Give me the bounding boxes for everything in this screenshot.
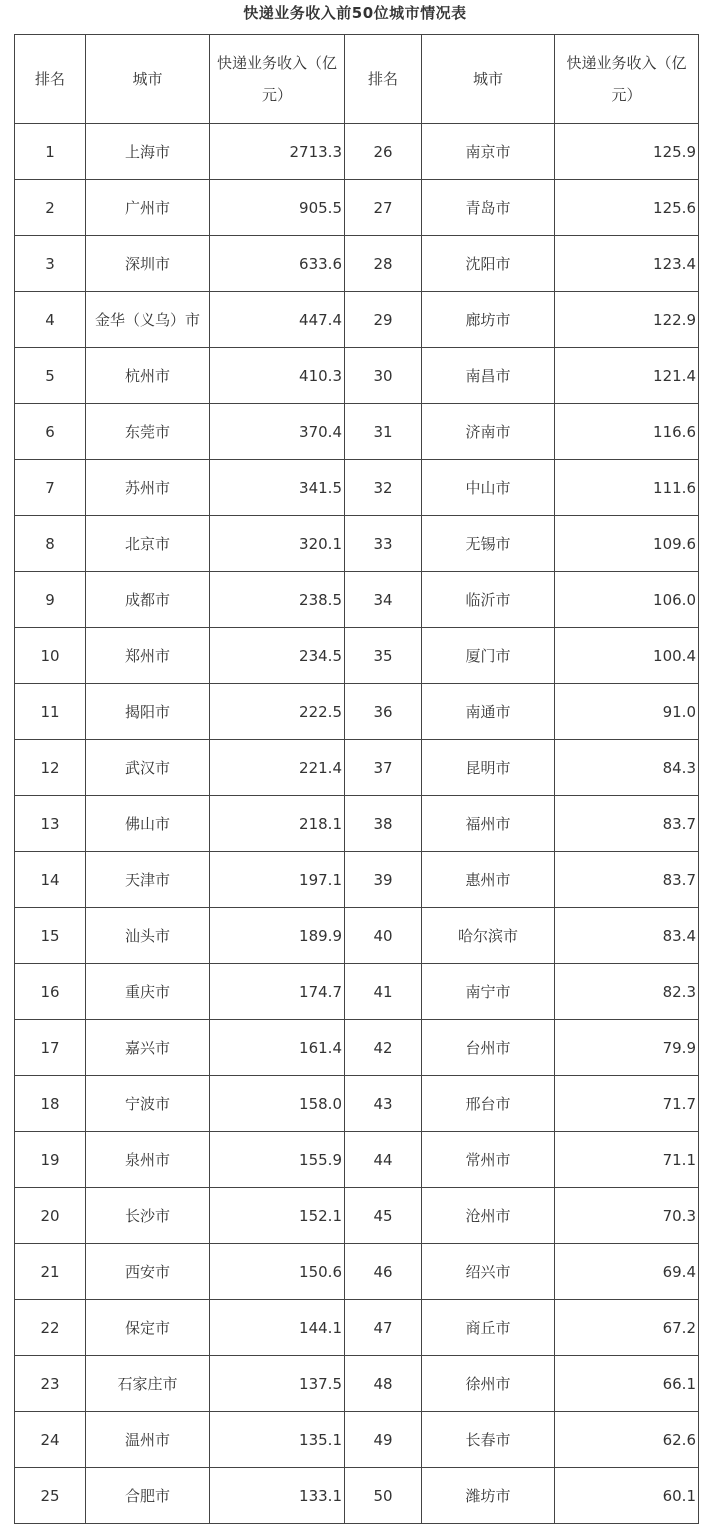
revenue-cell: 905.5 bbox=[210, 180, 345, 236]
table-row bbox=[15, 1132, 699, 1188]
revenue-cell: 83.7 bbox=[555, 852, 699, 908]
revenue-cell: 222.5 bbox=[210, 684, 345, 740]
rank-cell: 32 bbox=[345, 460, 422, 516]
revenue-cell: 116.6 bbox=[555, 404, 699, 460]
city-cell: 南通市 bbox=[422, 684, 555, 740]
revenue-cell: 62.6 bbox=[555, 1412, 699, 1468]
revenue-cell: 91.0 bbox=[555, 684, 699, 740]
revenue-cell: 69.4 bbox=[555, 1244, 699, 1300]
table-row bbox=[15, 964, 699, 1020]
rank-cell: 22 bbox=[15, 1300, 86, 1356]
city-cell: 哈尔滨市 bbox=[422, 908, 555, 964]
table-row bbox=[15, 124, 699, 180]
rank-cell: 2 bbox=[15, 180, 86, 236]
city-cell: 徐州市 bbox=[422, 1356, 555, 1412]
revenue-cell: 174.7 bbox=[210, 964, 345, 1020]
rank-cell: 9 bbox=[15, 572, 86, 628]
city-cell: 合肥市 bbox=[86, 1468, 210, 1524]
city-cell: 西安市 bbox=[86, 1244, 210, 1300]
revenue-cell: 152.1 bbox=[210, 1188, 345, 1244]
rank-cell: 12 bbox=[15, 740, 86, 796]
table-row bbox=[15, 404, 699, 460]
city-cell: 成都市 bbox=[86, 572, 210, 628]
city-cell: 临沂市 bbox=[422, 572, 555, 628]
rank-cell: 19 bbox=[15, 1132, 86, 1188]
city-cell: 天津市 bbox=[86, 852, 210, 908]
city-cell: 上海市 bbox=[86, 124, 210, 180]
city-cell: 长春市 bbox=[422, 1412, 555, 1468]
revenue-cell: 79.9 bbox=[555, 1020, 699, 1076]
city-cell: 泉州市 bbox=[86, 1132, 210, 1188]
revenue-cell: 341.5 bbox=[210, 460, 345, 516]
revenue-cell: 238.5 bbox=[210, 572, 345, 628]
revenue-cell: 150.6 bbox=[210, 1244, 345, 1300]
city-cell: 商丘市 bbox=[422, 1300, 555, 1356]
city-cell: 绍兴市 bbox=[422, 1244, 555, 1300]
city-cell: 济南市 bbox=[422, 404, 555, 460]
table-row bbox=[15, 236, 699, 292]
rank-cell: 30 bbox=[345, 348, 422, 404]
city-cell: 沈阳市 bbox=[422, 236, 555, 292]
table-row bbox=[15, 572, 699, 628]
rank-cell: 5 bbox=[15, 348, 86, 404]
city-cell: 金华（义乌）市 bbox=[86, 292, 210, 348]
header-revenue-left: 快递业务收入（亿元） bbox=[210, 35, 345, 124]
rank-cell: 4 bbox=[15, 292, 86, 348]
revenue-cell: 121.4 bbox=[555, 348, 699, 404]
table-row bbox=[15, 1300, 699, 1356]
revenue-cell: 144.1 bbox=[210, 1300, 345, 1356]
rank-cell: 11 bbox=[15, 684, 86, 740]
revenue-cell: 410.3 bbox=[210, 348, 345, 404]
city-cell: 青岛市 bbox=[422, 180, 555, 236]
city-cell: 中山市 bbox=[422, 460, 555, 516]
table-row bbox=[15, 516, 699, 572]
rank-cell: 48 bbox=[345, 1356, 422, 1412]
city-cell: 石家庄市 bbox=[86, 1356, 210, 1412]
rank-cell: 3 bbox=[15, 236, 86, 292]
table-row bbox=[15, 684, 699, 740]
table-row bbox=[15, 1244, 699, 1300]
revenue-cell: 60.1 bbox=[555, 1468, 699, 1524]
revenue-cell: 83.7 bbox=[555, 796, 699, 852]
revenue-cell: 633.6 bbox=[210, 236, 345, 292]
table-row bbox=[15, 1188, 699, 1244]
rank-cell: 50 bbox=[345, 1468, 422, 1524]
rank-cell: 45 bbox=[345, 1188, 422, 1244]
rank-cell: 31 bbox=[345, 404, 422, 460]
rank-cell: 40 bbox=[345, 908, 422, 964]
revenue-cell: 135.1 bbox=[210, 1412, 345, 1468]
header-rank-left: 排名 bbox=[15, 35, 86, 124]
revenue-cell: 125.6 bbox=[555, 180, 699, 236]
table-row bbox=[15, 852, 699, 908]
revenue-cell: 189.9 bbox=[210, 908, 345, 964]
revenue-cell: 133.1 bbox=[210, 1468, 345, 1524]
table-row bbox=[15, 292, 699, 348]
city-cell: 嘉兴市 bbox=[86, 1020, 210, 1076]
rank-cell: 15 bbox=[15, 908, 86, 964]
rank-cell: 46 bbox=[345, 1244, 422, 1300]
rank-cell: 39 bbox=[345, 852, 422, 908]
city-cell: 惠州市 bbox=[422, 852, 555, 908]
revenue-cell: 155.9 bbox=[210, 1132, 345, 1188]
rank-cell: 29 bbox=[345, 292, 422, 348]
rank-cell: 6 bbox=[15, 404, 86, 460]
rank-cell: 7 bbox=[15, 460, 86, 516]
city-cell: 南宁市 bbox=[422, 964, 555, 1020]
rank-cell: 34 bbox=[345, 572, 422, 628]
header-city-right: 城市 bbox=[422, 35, 555, 124]
revenue-cell: 161.4 bbox=[210, 1020, 345, 1076]
rank-cell: 16 bbox=[15, 964, 86, 1020]
rank-cell: 24 bbox=[15, 1412, 86, 1468]
rank-cell: 20 bbox=[15, 1188, 86, 1244]
city-cell: 汕头市 bbox=[86, 908, 210, 964]
table-row bbox=[15, 348, 699, 404]
rank-cell: 27 bbox=[345, 180, 422, 236]
city-cell: 宁波市 bbox=[86, 1076, 210, 1132]
city-cell: 厦门市 bbox=[422, 628, 555, 684]
city-cell: 潍坊市 bbox=[422, 1468, 555, 1524]
table-row bbox=[15, 1076, 699, 1132]
page-title: 快递业务收入前50位城市情况表 bbox=[243, 4, 467, 22]
table-row bbox=[15, 1356, 699, 1412]
rank-cell: 44 bbox=[345, 1132, 422, 1188]
table-row bbox=[15, 180, 699, 236]
revenue-cell: 221.4 bbox=[210, 740, 345, 796]
city-cell: 长沙市 bbox=[86, 1188, 210, 1244]
revenue-cell: 83.4 bbox=[555, 908, 699, 964]
header-city-left: 城市 bbox=[86, 35, 210, 124]
rank-cell: 28 bbox=[345, 236, 422, 292]
rank-cell: 26 bbox=[345, 124, 422, 180]
revenue-cell: 67.2 bbox=[555, 1300, 699, 1356]
revenue-cell: 234.5 bbox=[210, 628, 345, 684]
rank-cell: 36 bbox=[345, 684, 422, 740]
rank-cell: 42 bbox=[345, 1020, 422, 1076]
city-cell: 苏州市 bbox=[86, 460, 210, 516]
revenue-cell: 2713.3 bbox=[210, 124, 345, 180]
table-row bbox=[15, 740, 699, 796]
rank-cell: 49 bbox=[345, 1412, 422, 1468]
rank-cell: 41 bbox=[345, 964, 422, 1020]
city-cell: 廊坊市 bbox=[422, 292, 555, 348]
revenue-cell: 100.4 bbox=[555, 628, 699, 684]
city-cell: 重庆市 bbox=[86, 964, 210, 1020]
rank-cell: 17 bbox=[15, 1020, 86, 1076]
city-cell: 北京市 bbox=[86, 516, 210, 572]
revenue-cell: 71.1 bbox=[555, 1132, 699, 1188]
table-row bbox=[15, 460, 699, 516]
city-cell: 郑州市 bbox=[86, 628, 210, 684]
city-cell: 温州市 bbox=[86, 1412, 210, 1468]
city-cell: 保定市 bbox=[86, 1300, 210, 1356]
revenue-cell: 125.9 bbox=[555, 124, 699, 180]
rank-cell: 43 bbox=[345, 1076, 422, 1132]
revenue-cell: 122.9 bbox=[555, 292, 699, 348]
city-cell: 常州市 bbox=[422, 1132, 555, 1188]
revenue-cell: 106.0 bbox=[555, 572, 699, 628]
rank-cell: 13 bbox=[15, 796, 86, 852]
table-row bbox=[15, 1468, 699, 1524]
city-cell: 杭州市 bbox=[86, 348, 210, 404]
revenue-cell: 82.3 bbox=[555, 964, 699, 1020]
city-cell: 昆明市 bbox=[422, 740, 555, 796]
rank-cell: 23 bbox=[15, 1356, 86, 1412]
city-cell: 福州市 bbox=[422, 796, 555, 852]
rank-cell: 1 bbox=[15, 124, 86, 180]
revenue-cell: 123.4 bbox=[555, 236, 699, 292]
city-cell: 沧州市 bbox=[422, 1188, 555, 1244]
revenue-cell: 158.0 bbox=[210, 1076, 345, 1132]
city-cell: 广州市 bbox=[86, 180, 210, 236]
city-cell: 南昌市 bbox=[422, 348, 555, 404]
revenue-cell: 66.1 bbox=[555, 1356, 699, 1412]
rank-cell: 38 bbox=[345, 796, 422, 852]
rank-cell: 21 bbox=[15, 1244, 86, 1300]
header-rank-right: 排名 bbox=[345, 35, 422, 124]
city-cell: 南京市 bbox=[422, 124, 555, 180]
city-cell: 武汉市 bbox=[86, 740, 210, 796]
city-cell: 台州市 bbox=[422, 1020, 555, 1076]
table-row bbox=[15, 628, 699, 684]
rank-cell: 8 bbox=[15, 516, 86, 572]
revenue-cell: 137.5 bbox=[210, 1356, 345, 1412]
rank-cell: 10 bbox=[15, 628, 86, 684]
table-header-row bbox=[15, 35, 699, 124]
revenue-cell: 111.6 bbox=[555, 460, 699, 516]
table-row bbox=[15, 1412, 699, 1468]
revenue-cell: 447.4 bbox=[210, 292, 345, 348]
revenue-cell: 197.1 bbox=[210, 852, 345, 908]
rank-cell: 35 bbox=[345, 628, 422, 684]
city-cell: 东莞市 bbox=[86, 404, 210, 460]
rank-cell: 37 bbox=[345, 740, 422, 796]
rank-cell: 33 bbox=[345, 516, 422, 572]
revenue-cell: 109.6 bbox=[555, 516, 699, 572]
revenue-cell: 71.7 bbox=[555, 1076, 699, 1132]
city-cell: 无锡市 bbox=[422, 516, 555, 572]
city-revenue-table bbox=[14, 34, 699, 1524]
revenue-cell: 70.3 bbox=[555, 1188, 699, 1244]
revenue-cell: 370.4 bbox=[210, 404, 345, 460]
rank-cell: 47 bbox=[345, 1300, 422, 1356]
table-row bbox=[15, 908, 699, 964]
table-body bbox=[15, 124, 699, 1524]
revenue-cell: 84.3 bbox=[555, 740, 699, 796]
header-revenue-right: 快递业务收入（亿元） bbox=[555, 35, 699, 124]
table-row bbox=[15, 796, 699, 852]
city-cell: 佛山市 bbox=[86, 796, 210, 852]
city-cell: 深圳市 bbox=[86, 236, 210, 292]
rank-cell: 14 bbox=[15, 852, 86, 908]
city-cell: 邢台市 bbox=[422, 1076, 555, 1132]
rank-cell: 18 bbox=[15, 1076, 86, 1132]
revenue-cell: 218.1 bbox=[210, 796, 345, 852]
table-row bbox=[15, 1020, 699, 1076]
revenue-cell: 320.1 bbox=[210, 516, 345, 572]
rank-cell: 25 bbox=[15, 1468, 86, 1524]
city-cell: 揭阳市 bbox=[86, 684, 210, 740]
